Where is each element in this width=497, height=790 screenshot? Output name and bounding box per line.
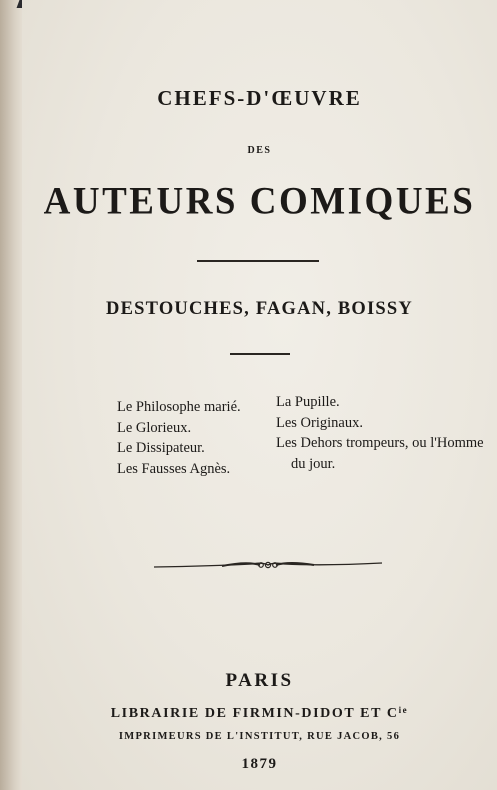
book-spine-edge bbox=[0, 0, 24, 790]
plays-list-right bbox=[276, 392, 484, 474]
play-title-continued: du jour. bbox=[291, 455, 336, 472]
heading-connector: DES bbox=[247, 145, 272, 156]
main-title: AUTEURS COMIQUES bbox=[43, 179, 476, 224]
publisher bbox=[22, 705, 497, 722]
divider-rule-short bbox=[230, 353, 290, 355]
ornament-divider bbox=[152, 557, 384, 573]
city: PARIS bbox=[225, 670, 294, 691]
title-page bbox=[22, 0, 497, 790]
plays-list-left bbox=[117, 397, 241, 479]
play-title: Le Dissipateur. bbox=[117, 440, 205, 456]
play-title: Les Fausses Agnès. bbox=[117, 460, 231, 477]
play-title: Le Glorieux. bbox=[117, 419, 192, 436]
heading-top: CHEFS-D'ŒUVRE bbox=[157, 86, 362, 110]
publisher-suffix: ie bbox=[398, 705, 409, 715]
printer-line: IMPRIMEURS DE L'INSTITUT, RUE JACOB, 56 bbox=[118, 731, 401, 742]
divider-rule bbox=[197, 260, 319, 262]
play-title: Les Originaux. bbox=[276, 414, 363, 431]
play-title: La Pupille. bbox=[276, 394, 340, 410]
authors-line: DESTOUCHES, FAGAN, BOISSY bbox=[106, 299, 413, 319]
play-title: Les Dehors trompeurs, ou l'Homme bbox=[276, 435, 484, 451]
play-title: Le Philosophe marié. bbox=[117, 399, 241, 415]
publisher-name: LIBRAIRIE DE FIRMIN-DIDOT ET C bbox=[110, 706, 399, 721]
publication-year: 1879 bbox=[241, 756, 278, 772]
